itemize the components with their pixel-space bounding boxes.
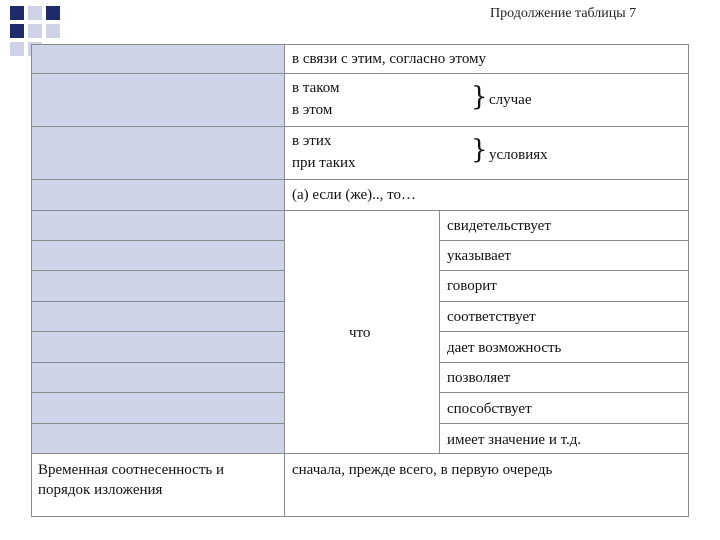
phrase-text: условиях <box>489 147 548 163</box>
verb-cell <box>439 301 689 332</box>
phrase-text: сначала, прежде всего, в первую очередь <box>292 462 553 478</box>
verb-cell <box>439 423 689 454</box>
right-cell-3 <box>284 126 689 180</box>
left-cell-3 <box>31 126 285 180</box>
corner-square-dark-3 <box>46 6 60 20</box>
phrase-text: в этом <box>292 102 333 118</box>
left-cell-5 <box>31 210 285 241</box>
left-cell-1 <box>31 44 285 74</box>
verb-text: позволяет <box>447 370 511 386</box>
phrase-text: при таких <box>292 155 356 171</box>
verb-cell <box>439 240 689 271</box>
phrase-text: в связи с этим, согласно этому <box>292 51 487 67</box>
verb-text: указывает <box>447 248 511 264</box>
table-caption: Продолжение таблицы 7 <box>490 6 637 21</box>
that-word: что <box>349 325 371 341</box>
curly-brace-icon: } <box>471 82 488 112</box>
verb-cell <box>439 210 689 241</box>
verb-text: говорит <box>447 278 497 294</box>
right-cell-1 <box>284 44 689 74</box>
verb-text: имеет значение и т.д. <box>447 432 582 448</box>
curly-brace-icon: } <box>471 135 488 165</box>
verb-text: свидетельствует <box>447 218 551 234</box>
verb-cell <box>439 270 689 302</box>
left-cell-11 <box>31 392 285 424</box>
right-cell-last <box>284 453 689 517</box>
that-cell <box>284 210 440 454</box>
left-cell-2 <box>31 73 285 127</box>
verb-text: способствует <box>447 401 532 417</box>
left-cell-9 <box>31 331 285 363</box>
corner-square-light-3 <box>10 42 24 56</box>
verb-cell <box>439 362 689 393</box>
right-cell-4 <box>284 179 689 211</box>
left-cell-6 <box>31 240 285 271</box>
category-cell <box>31 453 285 517</box>
verb-cell <box>439 392 689 424</box>
verb-cell <box>439 331 689 363</box>
verb-text: соответствует <box>447 309 536 325</box>
verb-text: дает возможность <box>447 340 562 356</box>
corner-square-dark-1 <box>10 6 24 20</box>
phrase-text: случае <box>489 92 532 108</box>
left-cell-10 <box>31 362 285 393</box>
corner-square-dark-2 <box>10 24 24 38</box>
corner-square-light-4 <box>46 24 60 38</box>
left-cell-7 <box>31 270 285 302</box>
phrase-text: (а) если (же).., то… <box>292 187 417 203</box>
corner-square-light-1 <box>28 6 42 20</box>
corner-square-light-2 <box>28 24 42 38</box>
left-cell-12 <box>31 423 285 454</box>
left-cell-8 <box>31 301 285 332</box>
phrase-text: в этих <box>292 133 332 149</box>
phrase-text: в таком <box>292 80 340 96</box>
right-cell-2 <box>284 73 689 127</box>
category-text: Временная соотнесенность и порядок изложения <box>38 462 225 498</box>
left-cell-4 <box>31 179 285 211</box>
